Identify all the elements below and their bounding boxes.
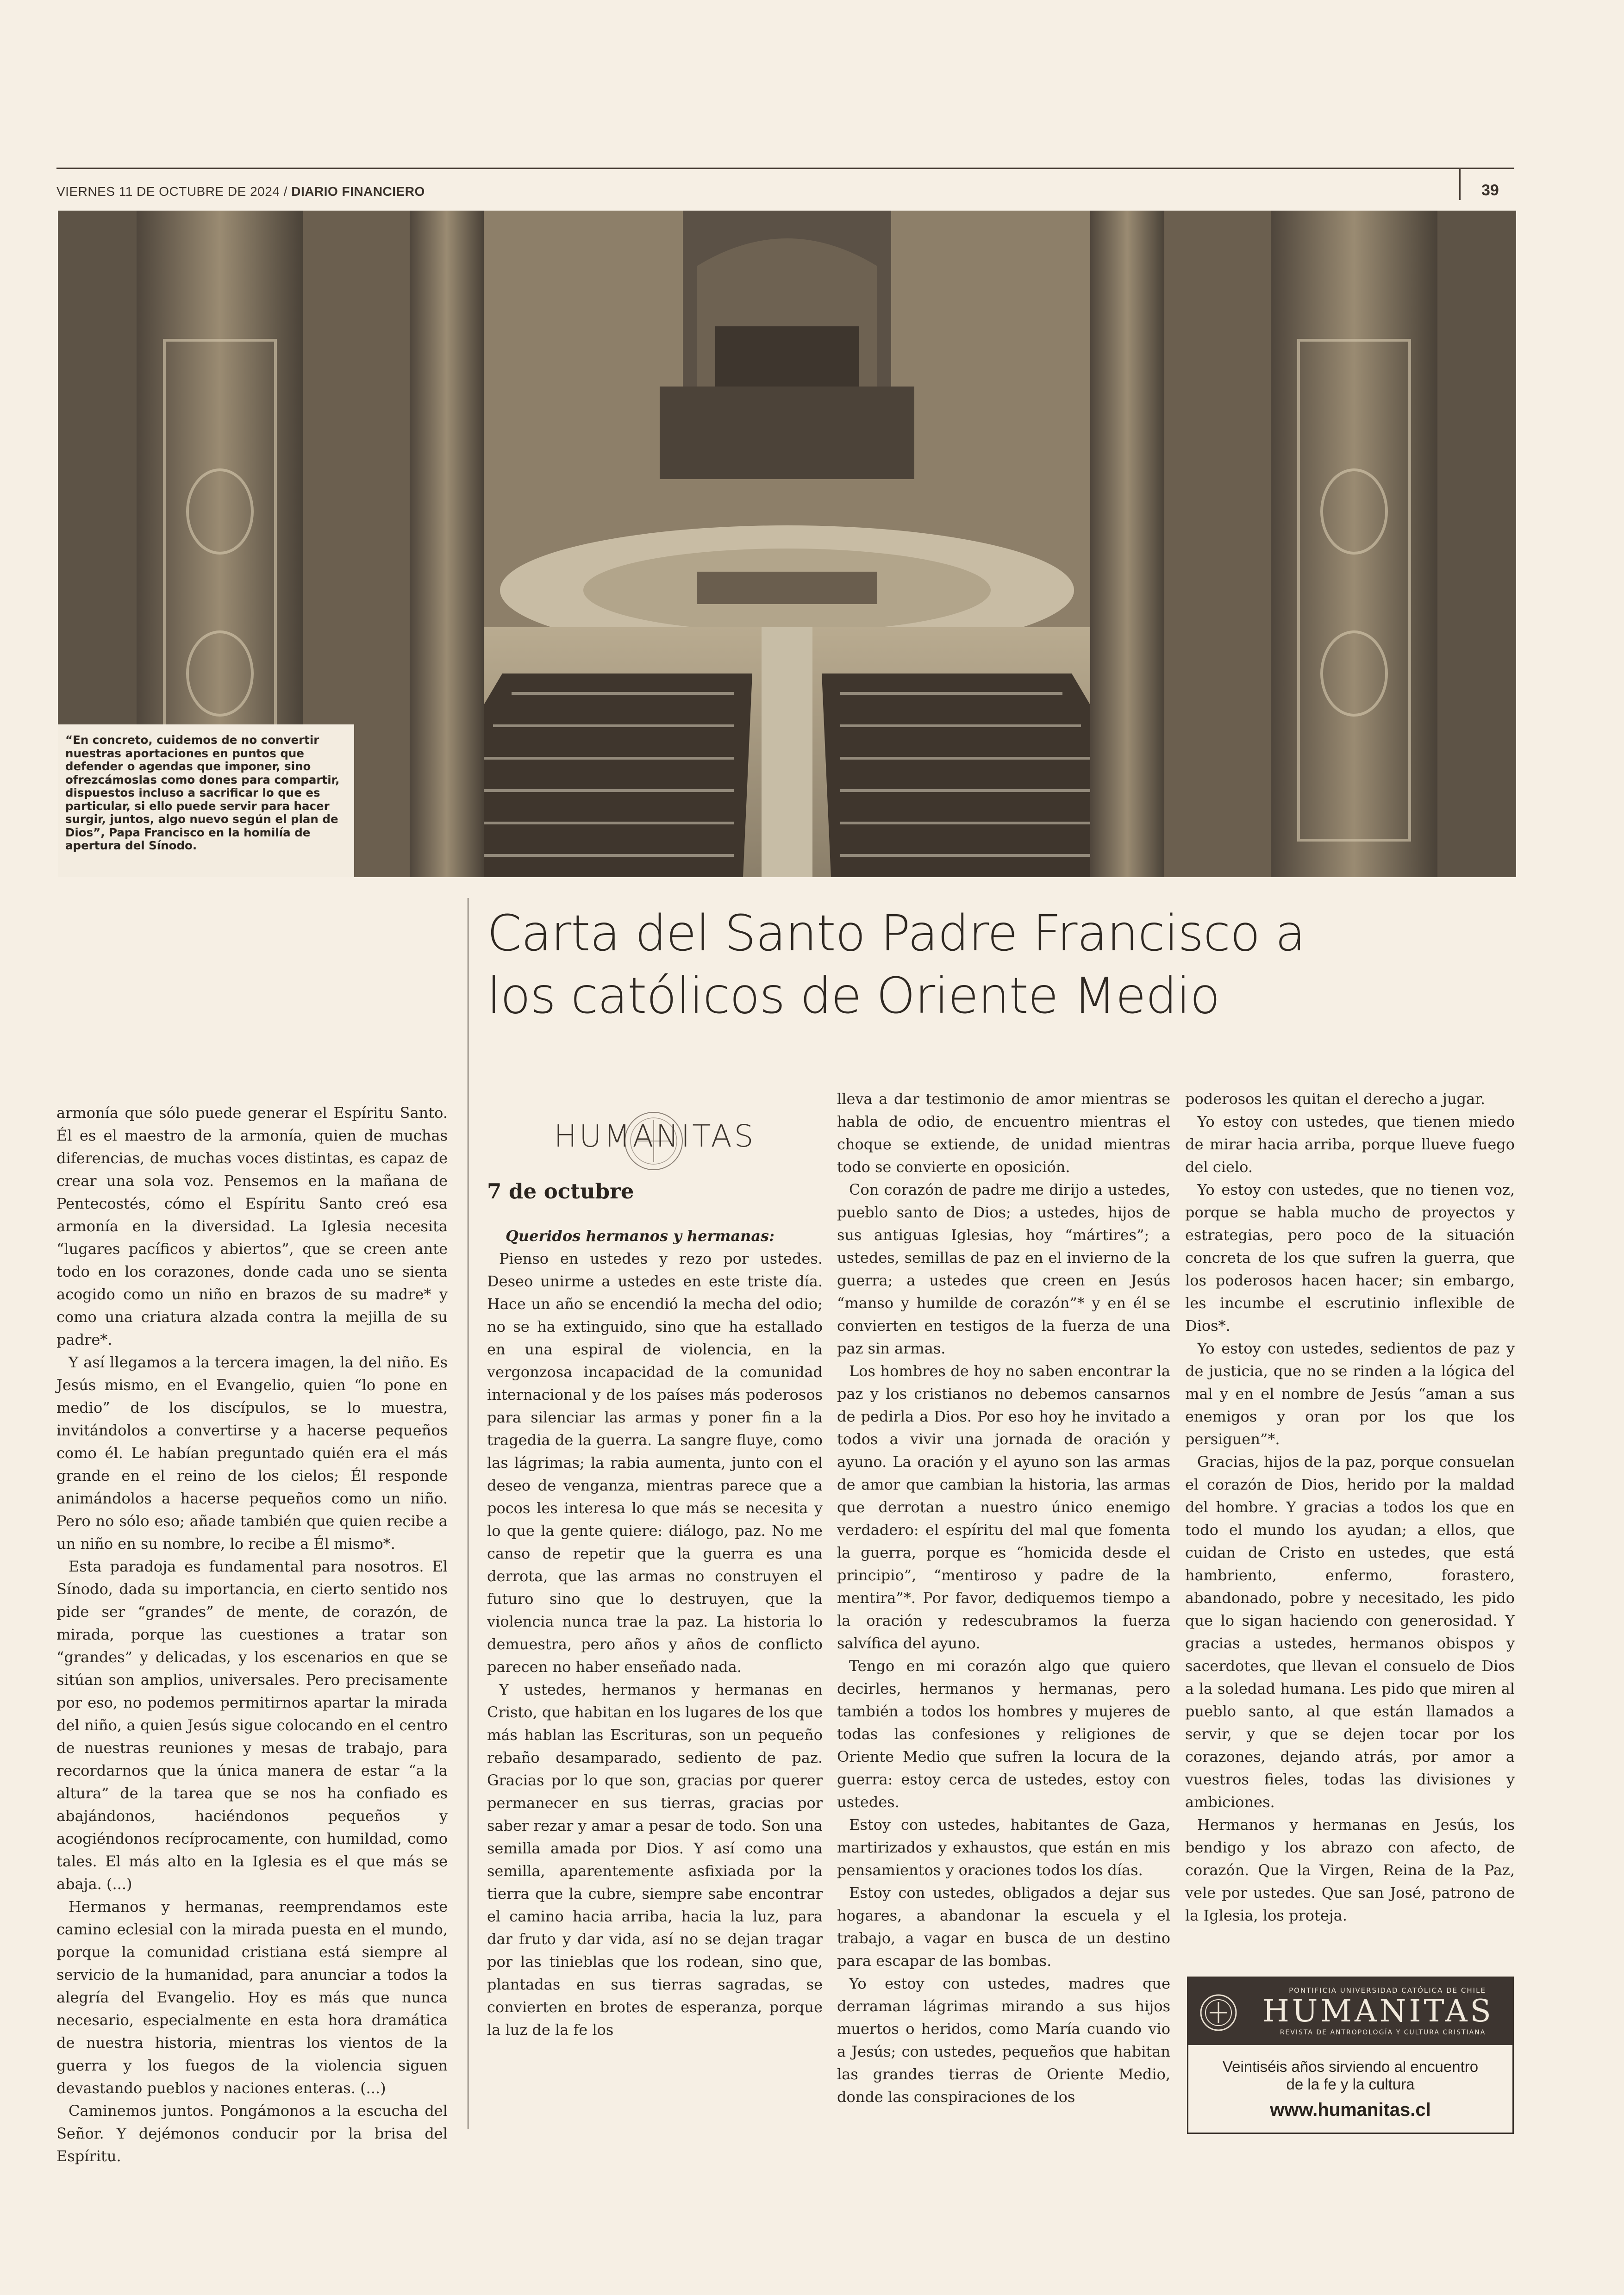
col1-paragraph: Hermanos y hermanas, reemprendamos este camino eclesial con la mirada puesta en el mundo, porque la comunidad cristiana está siempre al servicio de la humanidad, para anunciar a todos la alegría del Evangelio. Hoy es más que nunca necesario, especialmente en esta hora dramática de nuestra historia, mientras los vientos de la guerra y los fuegos de la violencia siguen devastando pueblos y naciones enteras. (...) <box>56 1898 448 2097</box>
col3-paragraph: Tengo en mi corazón algo que quiero decirles, hermanos y hermanas, pero también a todos los hombres y mujeres de todas las confesiones y religiones de Oriente Medio que sufren la locura de la guerra: estoy cerca de ustedes, estoy con ustedes. <box>837 1657 1170 1811</box>
col1-paragraph: armonía que sólo puede generar el Espíritu Santo. Él es el maestro de la armonía, quien de muchas diferencias, de muchas voces distintas, es capaz de crear una sola voz. Pensemos en la mañana de Pentecostés, cómo el Espíritu Santo creó esa armonía en la diversidad. La Iglesia necesita “lugares pacíficos y abiertos”, que se creen ante todo en los corazones, donde cada uno se sienta acogido como un niño en brazos de su madre* y como una criatura alzada contra la mejilla de su padre*. <box>56 1104 448 1348</box>
article-column-1 <box>56 1102 448 2168</box>
article-column-2 <box>487 1097 823 2041</box>
col4-paragraph: poderosos les quitan el derecho a jugar. <box>1185 1090 1486 1108</box>
col1-paragraph: Caminemos juntos. Pongámonos a la escucha del Señor. Y dejémonos conducir por la brisa del Espíritu. <box>56 2102 448 2165</box>
article-title <box>487 903 1505 1028</box>
header-separator: / <box>280 184 292 199</box>
col3-paragraph: Los hombres de hoy no saben encontrar la paz y los cristianos no debemos cansarnos de pedirla a Dios. Por eso hoy he invitado a todos a vivir una jornada de oración y ayuno. La oración y el ayuno son las armas de amor que cambian la historia, las armas que derrotan a nuestro único enemigo verdadero: el espíritu del mal que fomenta la guerra, porque es “homicida desde el principio”, “mentiroso y padre de la mentira”*. Por favor, dediquemos tiempo a la oración y redescubramos la fuerza salvífica del ayuno. <box>837 1362 1170 1652</box>
col2-paragraph: Y ustedes, hermanos y hermanas en Cristo, que habitan en los lugares de los que más hablan las Escrituras, son un pequeño rebaño desamparado, sediento de paz. Gracias por lo que son, gracias por querer permanecer en sus tierras, gracias por saber rezar y amar a pesar de todo. Son una semilla amada por Dios. Y así como una semilla, aparentemente asfixiada por la tierra que la cubre, siempre sabe encontrar el camino hacia arriba, hacia la luz, para dar fruto y dar vida, así no se dejan tragar por las tinieblas que los rodean, sino que, plantadas en sus tierras sagradas, se convierten en brotes de esperanza, porque la luz de la fe los <box>487 1681 823 2039</box>
basilica-photo <box>58 211 1516 877</box>
col3-paragraph: lleva a dar testimonio de amor mientras se habla de odio, de encuentro mientras el choque se extiende, de unidad mientras todo se convierte en oposición. <box>837 1090 1170 1176</box>
ad-tagline-line-1: Veintiséis años sirviendo al encuentro <box>1222 2058 1479 2075</box>
humanitas-wordmark: HUMANITAS <box>554 1118 756 1154</box>
header-dateline <box>56 184 425 199</box>
ad-subtitle: REVISTA DE ANTROPOLOGÍA Y CULTURA CRISTIANA <box>1280 2029 1486 2036</box>
col4-paragraph: Yo estoy con ustedes, sedientos de paz y de justicia, que no se rinden a la lógica del mal y en el nombre de Jesús “aman a sus enemigos y oran por los que los persiguen”*. <box>1185 1340 1515 1448</box>
humanitas-advertisement <box>1187 1977 1514 2134</box>
ad-banner <box>1188 1978 1512 2045</box>
col3-paragraph: Estoy con ustedes, habitantes de Gaza, martirizados y exhaustos, que están en mis pensamientos y oraciones todos los días. <box>837 1816 1170 1879</box>
ad-tagline-line-2: de la fe y la cultura <box>1286 2076 1415 2093</box>
col1-paragraph: Y así llegamos a la tercera imagen, la del niño. Es Jesús mismo, en el Evangelio, quien “lo pone en medio” de los discípulos, se lo muestra, invitándolos a convertirse y a hacerse pequeños como él. Le habían preguntado quién era el más grande en el reino de los cielos; Él responde animándolos a hacerse pequeños como un niño. Pero no sólo eso; añade también que quien recibe a un niño en su nombre, lo recibe a Él mismo*. <box>56 1353 448 1553</box>
col4-paragraph: Hermanos y hermanas en Jesús, los bendigo y los abrazo con afecto, de corazón. Que la Virgen, Reina de la Paz, vele por ustedes. Que san José, patrono de la Iglesia, los proteja. <box>1185 1816 1515 1924</box>
col4-paragraph: Yo estoy con ustedes, que no tienen voz, porque se habla mucho de proyectos y estrategias, pero poco de la situación concreta de los que sufren la guerra, que los poderosos hacen hacer; sin embargo, les incumbe el escrutinio inflexible de Dios*. <box>1185 1181 1515 1335</box>
article-column-4 <box>1185 1088 1515 1927</box>
header-date: VIERNES 11 DE OCTUBRE DE 2024 <box>56 184 280 199</box>
letter-date: 7 de octubre <box>487 1179 634 1204</box>
header-rule <box>56 168 1514 169</box>
ad-university: PONTIFICIA UNIVERSIDAD CATÓLICA DE CHILE <box>1289 1986 1486 1995</box>
col3-paragraph: Estoy con ustedes, obligados a dejar sus hogares, a abandonar la escuela y el trabajo, a vagar en busca de un destino para escapar de las bombas. <box>837 1884 1170 1970</box>
title-line-2: los católicos de Oriente Medio <box>487 967 1220 1025</box>
col1-paragraph: Esta paradoja es fundamental para nosotros. El Sínodo, dada su importancia, en cierto sentido nos pide ser “grandes” de mente, de corazón, de mirada, porque las cuestiones a tratar son “grandes” y delicadas, y los escenarios en que se sitúan son amplios, universales. Pero precisamente por eso, no podemos permitirnos apartar la mirada del niño, a quien Jesús sigue colocando en el centro de nuestras reuniones y mesas de trabajo, para recordarnos que la única manera de estar “a la altura” de la tarea que se nos ha confiado es abajándonos, haciéndonos pequeños y acogiéndonos recíprocamente, con humildad, como tales. El más alto en la Iglesia es el que más se abaja. (...) <box>56 1558 448 1893</box>
col4-paragraph: Gracias, hijos de la paz, porque consuelan el corazón de Dios, herido por la maldad del hombre. Y gracias a todos los que en todo el mundo los ayudan; a ellos, que cuidan de Cristo en ustedes, que está hambriento, enfermo, forastero, abandonado, pobre y necesitado, les pido que lo sigan haciendo con generosidad. Y gracias a ustedes, hermanos obispos y sacerdotes, que llevan el consuelo de Dios a la soledad humana. Les pido que miren al pueblo santo, al que están llamados a servir, y que se dejen tocar por los corazones, dejando atrás, por amor a vuestros fieles, todas las divisiones y ambiciones. <box>1185 1453 1515 1811</box>
ad-url-link[interactable]: www.humanitas.cl <box>1270 2100 1431 2120</box>
ad-magazine-name: HUMANITAS <box>1262 1993 1494 2029</box>
col4-paragraph: Yo estoy con ustedes, que tienen miedo de mirar hacia arriba, porque llueve fuego del cielo. <box>1185 1113 1515 1176</box>
col3-paragraph: Yo estoy con ustedes, madres que derraman lágrimas mirando a sus hijos muertos o heridos, como María cuando vio a Jesús; con ustedes, pequeños que habitan las grandes tierras de Oriente Medio, donde las conspiraciones de los <box>837 1975 1170 2106</box>
photo-caption: “En concreto, cuidemos de no convertir nuestras aportaciones en puntos que defender o agendas que imponer, sino ofrezcámoslas como dones para compartir, dispuestos incluso a sacrificar lo que es particular, si ello puede servir para hacer surgir, juntos, algo nuevo según el plan de Dios”, Papa Francisco en la homilía de apertura del Sínodo. <box>58 724 354 877</box>
col3-paragraph: Con corazón de padre me dirijo a ustedes, pueblo santo de Dios; a ustedes, hijos de sus antiguas Iglesias, hoy “mártires”; a ustedes, semillas de paz en el invierno de la guerra; a ustedes que creen en Jesús “manso y humilde de corazón”* y en él se convierten en testigos de la fuerza de una paz sin armas. <box>837 1181 1170 1357</box>
ad-tagline <box>1188 2058 1512 2093</box>
header-paper-name: DIARIO FINANCIERO <box>291 184 425 199</box>
university-seal-icon <box>1199 1994 1237 2032</box>
article-column-3 <box>837 1088 1170 2108</box>
header-tick <box>1459 168 1461 200</box>
letter-salutation: Queridos hermanos y hermanas: <box>506 1227 775 1245</box>
page-number: 39 <box>1481 181 1499 199</box>
title-line-1: Carta del Santo Padre Francisco a <box>487 905 1305 962</box>
humanitas-logo <box>487 1102 823 1154</box>
col2-paragraph: Pienso en ustedes y rezo por ustedes. Deseo unirme a ustedes en este triste día. Hace un año se encendió la mecha del odio; no se ha extinguido, sino que ha estallado en una espiral de violencia, en la vergonzosa incapacidad de la comunidad internacional y de los países más poderosos para silenciar las armas y poner fin a la tragedia de la guerra. La sangre fluye, como las lágrimas; la rabia aumenta, junto con el deseo de venganza, mientras parece que a pocos les interesa lo que más se necesita y lo que la gente quiere: diálogo, paz. No me canso de repetir que la guerra es una derrota, que las armas no construyen el futuro sino que lo destruyen, que la violencia nunca trae la paz. La historia lo demuestra, pero años y años de conflicto parecen no haber enseñado nada. <box>487 1250 823 1676</box>
